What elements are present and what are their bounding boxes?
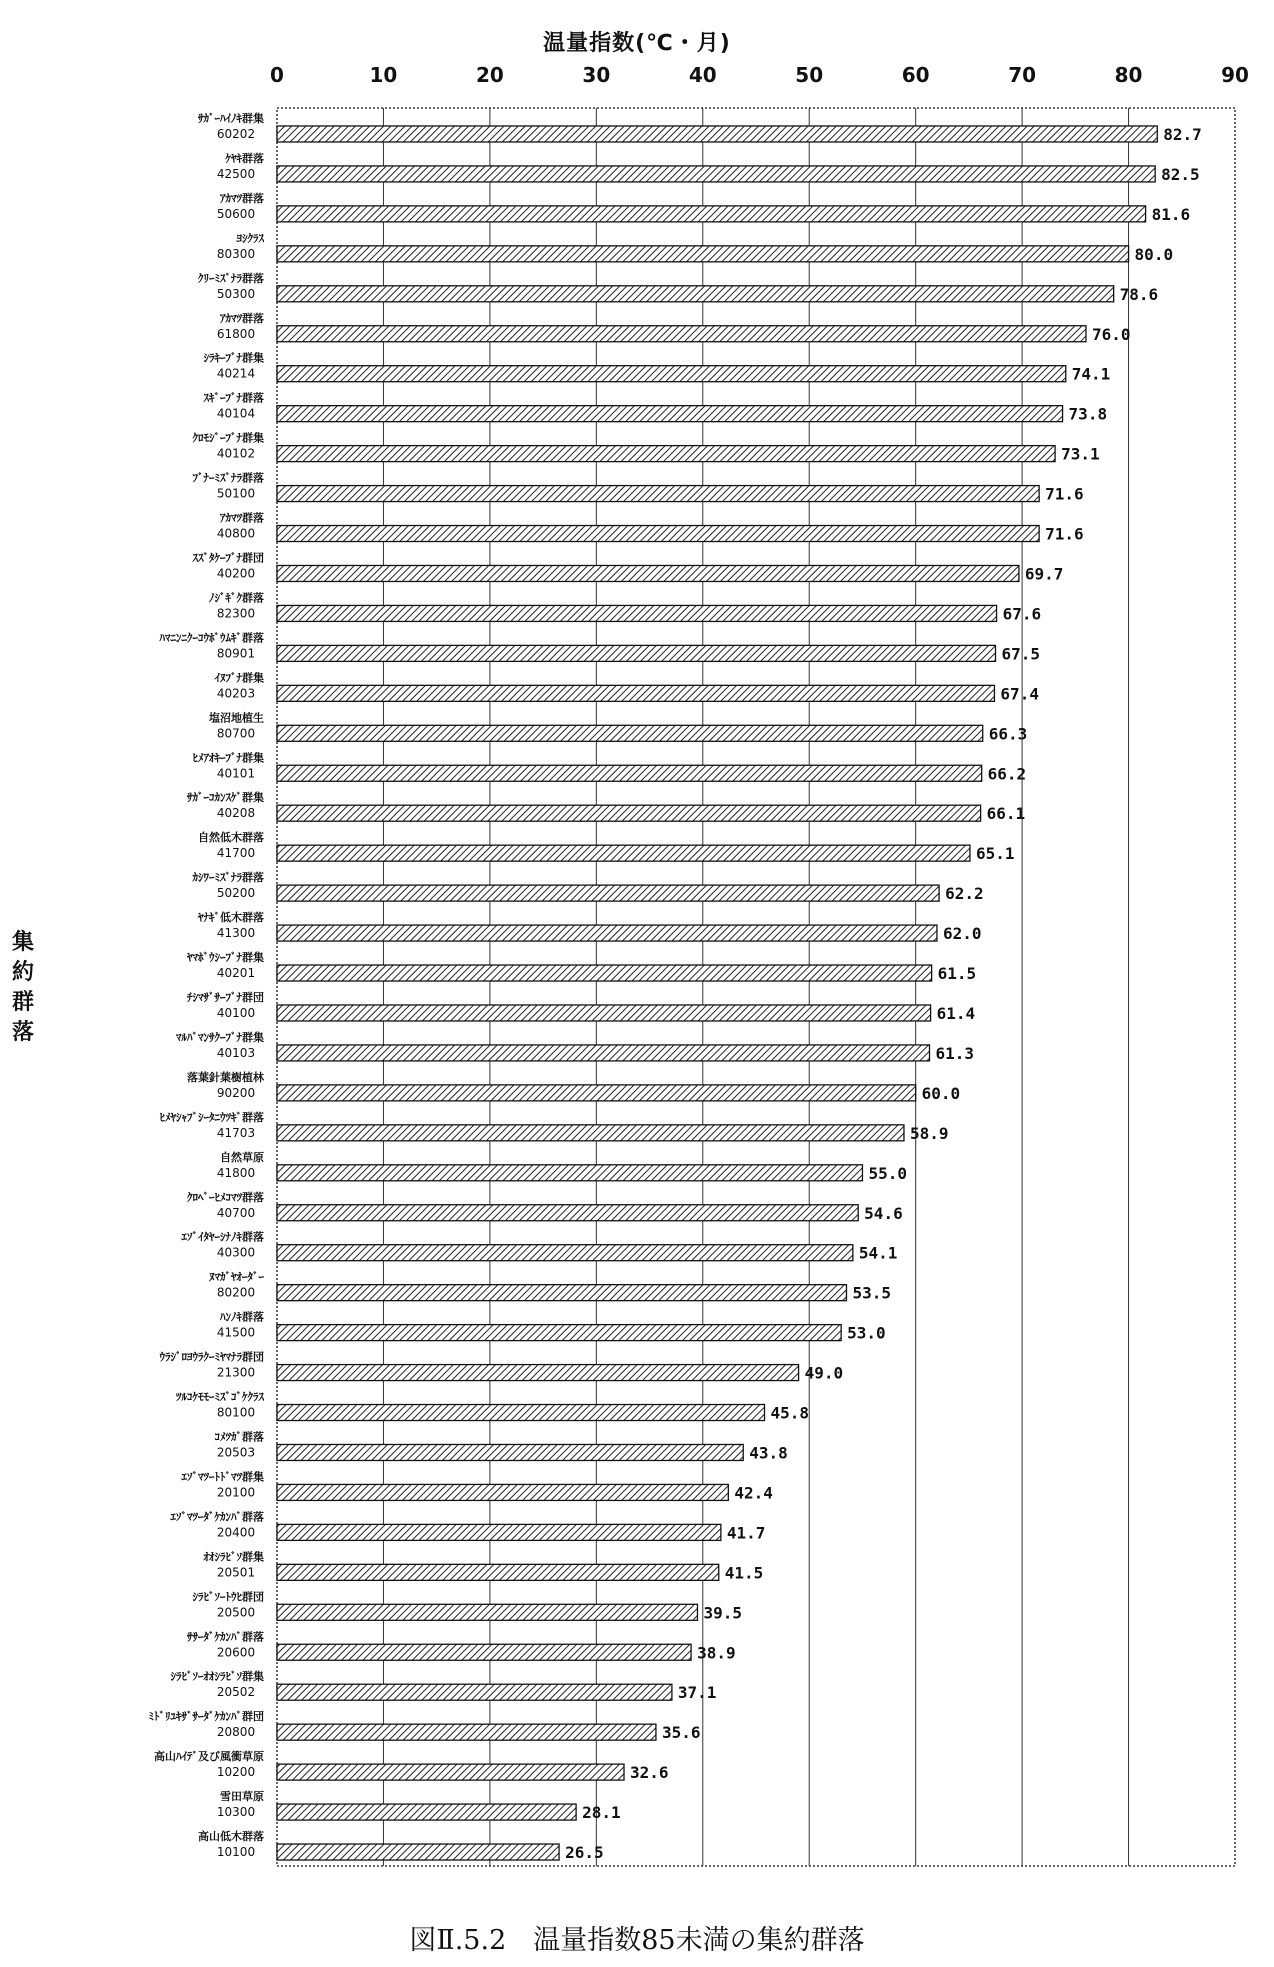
bar — [277, 885, 939, 901]
category-code-label: 20502 — [216, 1685, 256, 1700]
x-axis-title: 温量指数(℃・月) — [543, 31, 731, 56]
category-code-label: 41500 — [216, 1325, 256, 1340]
bar-value-label: 60.0 — [921, 1083, 961, 1103]
bar — [277, 1125, 904, 1141]
bar — [277, 645, 996, 661]
bar-value-label: 58.9 — [909, 1123, 949, 1143]
category-name-label: ｱｶﾏﾂ群落 — [220, 311, 264, 325]
bar — [277, 1484, 728, 1500]
bar — [277, 805, 981, 821]
bar-value-label: 43.8 — [749, 1443, 788, 1463]
category-name-label: ｵｵｼﾗﾋﾞｿ群集 — [203, 1550, 264, 1564]
category-code-label: 41703 — [216, 1125, 256, 1140]
bar — [277, 685, 994, 701]
bar — [277, 126, 1157, 142]
category-code-label: 61800 — [216, 326, 256, 341]
category-code-label: 40300 — [216, 1245, 256, 1260]
x-tick-label: 30 — [582, 63, 611, 87]
category-name-label: ｴｿﾞﾏﾂｰﾀﾞｹｶﾝﾊﾞ群落 — [170, 1510, 264, 1524]
category-name-label: 自然低木群落 — [198, 831, 264, 845]
category-code-label: 40201 — [216, 966, 256, 981]
bar — [277, 1444, 743, 1460]
bar — [277, 1724, 656, 1740]
bar-value-label: 61.3 — [935, 1043, 975, 1063]
bar — [277, 925, 937, 941]
bar-value-label: 62.0 — [942, 924, 982, 944]
category-name-label: ｸﾛﾓｼﾞｰﾌﾞﾅ群集 — [192, 431, 264, 445]
category-code-label: 20503 — [216, 1445, 256, 1460]
bar-value-label: 28.1 — [582, 1803, 621, 1823]
bar — [277, 446, 1055, 462]
bar — [277, 1604, 697, 1620]
x-tick-label: 0 — [270, 63, 284, 87]
category-code-label: 20500 — [216, 1605, 256, 1620]
bar-value-label: 41.7 — [726, 1523, 766, 1543]
category-code-label: 41300 — [216, 926, 256, 941]
category-code-label: 80901 — [216, 646, 256, 661]
category-code-label: 80300 — [216, 246, 256, 261]
category-code-label: 10300 — [216, 1805, 256, 1820]
bar — [277, 1804, 576, 1820]
category-name-label: ｲﾇﾌﾞﾅ群集 — [214, 671, 264, 685]
bar-value-label: 78.6 — [1119, 284, 1159, 304]
bar — [277, 1644, 691, 1660]
bar-value-label: 65.1 — [975, 844, 1015, 864]
bar-value-label: 71.6 — [1045, 524, 1084, 544]
x-tick-label: 50 — [795, 63, 824, 87]
category-name-label: ﾊﾏﾆﾝﾆｸｰｺｳﾎﾞｳﾑｷﾞ群落 — [159, 631, 264, 645]
x-tick-label: 40 — [688, 63, 717, 87]
bar — [277, 206, 1146, 222]
category-name-label: ｴｿﾞｲﾀﾔｰｼﾅﾉｷ群落 — [181, 1230, 264, 1244]
category-name-label: ｽｽﾞﾀｹｰﾌﾞﾅ群団 — [192, 551, 264, 565]
category-name-label: ﾋﾒﾔｼｬﾌﾞｼｰﾀﾆｳﾂｷﾞ群落 — [159, 1110, 264, 1124]
category-code-label: 10100 — [216, 1845, 256, 1860]
category-name-label: 高山低木群落 — [198, 1830, 264, 1844]
category-name-label: ｽｷﾞｰﾌﾞﾅ群落 — [203, 391, 264, 405]
bar-value-label: 67.6 — [1002, 604, 1042, 624]
category-code-label: 50300 — [216, 286, 256, 301]
bar-value-label: 32.6 — [630, 1763, 669, 1783]
bar — [277, 486, 1039, 502]
bar — [277, 1205, 858, 1221]
bar — [277, 1325, 841, 1341]
bar-value-label: 67.4 — [1000, 684, 1039, 704]
bar — [277, 526, 1039, 542]
category-name-label: ｸﾛﾍﾞｰﾋﾒｺﾏﾂ群落 — [187, 1190, 264, 1204]
category-code-label: 41700 — [216, 846, 256, 861]
bar — [277, 1844, 559, 1860]
category-code-label: 20800 — [216, 1725, 256, 1740]
bar — [277, 326, 1086, 342]
bar-value-label: 73.1 — [1061, 444, 1100, 464]
bar — [277, 1085, 916, 1101]
y-axis-title-char: 約 — [12, 960, 35, 985]
category-code-label: 40208 — [216, 806, 256, 821]
bar — [277, 1365, 799, 1381]
category-name-label: ｻｶﾞｰｺｶﾝｽｹﾞ群集 — [187, 791, 264, 805]
bar-value-label: 67.5 — [1001, 644, 1041, 664]
bar — [277, 965, 932, 981]
category-name-label: ｼﾗﾋﾞｿｰﾄｳﾋ群団 — [192, 1590, 264, 1604]
bar — [277, 1524, 721, 1540]
bar — [277, 1245, 853, 1261]
category-code-label: 80100 — [216, 1405, 256, 1420]
bar — [277, 1005, 931, 1021]
bar-value-label: 55.0 — [868, 1163, 907, 1183]
bar-value-label: 42.4 — [734, 1483, 773, 1503]
x-tick-label: 70 — [1008, 63, 1037, 87]
category-code-label: 80700 — [216, 726, 256, 741]
category-name-label: ｱｶﾏﾂ群落 — [220, 511, 264, 525]
bar — [277, 1564, 719, 1580]
bar-value-label: 66.1 — [986, 804, 1026, 824]
category-name-label: ｴｿﾞﾏﾂｰﾄﾄﾞﾏﾂ群集 — [181, 1470, 264, 1484]
category-code-label: 50600 — [216, 206, 256, 221]
bar-value-label: 61.5 — [937, 964, 977, 984]
x-tick-label: 90 — [1221, 63, 1249, 87]
category-name-label: ｱｶﾏﾂ群落 — [220, 191, 264, 205]
bar-value-label: 39.5 — [703, 1603, 742, 1623]
bar-value-label: 69.7 — [1024, 564, 1064, 584]
category-code-label: 10200 — [216, 1765, 256, 1780]
category-name-label: 雪田草原 — [220, 1790, 264, 1804]
bar-value-label: 35.6 — [661, 1723, 701, 1743]
category-code-label: 40800 — [216, 526, 256, 541]
bar-value-label: 37.1 — [677, 1683, 717, 1703]
bar-value-label: 71.6 — [1045, 484, 1084, 504]
category-code-label: 40102 — [216, 446, 256, 461]
y-axis-title-char: 落 — [12, 1020, 35, 1045]
bar — [277, 1045, 930, 1061]
category-name-label: 落葉針葉樹植林 — [187, 1070, 264, 1084]
category-code-label: 50100 — [216, 486, 256, 501]
category-name-label: ﾏﾙﾊﾞﾏﾝｻｸｰﾌﾞﾅ群集 — [176, 1030, 264, 1044]
category-name-label: ｹﾔｷ群落 — [225, 151, 264, 165]
category-name-label: ﾌﾞﾅｰﾐｽﾞﾅﾗ群落 — [192, 471, 264, 485]
figure-caption: 図Ⅱ.5.2 温量指数85未満の集約群落 — [409, 1925, 865, 1956]
bar-value-label: 54.6 — [864, 1203, 903, 1223]
bar-value-label: 74.1 — [1071, 364, 1111, 384]
category-name-label: ﾊﾝﾉｷ群落 — [220, 1310, 264, 1324]
category-code-label: 40103 — [216, 1045, 256, 1060]
category-name-label: ﾖｼｸﾗｽ — [236, 231, 264, 245]
category-code-label: 40214 — [216, 366, 256, 381]
bar-value-label: 45.8 — [770, 1403, 810, 1423]
category-name-label: 高山ﾊｲﾃﾞ及び風衝草原 — [154, 1750, 264, 1764]
category-code-label: 42500 — [216, 166, 256, 181]
bar-value-label: 66.2 — [987, 764, 1027, 784]
bar-value-label: 81.6 — [1151, 204, 1191, 224]
category-name-label: ｳﾗｼﾞﾛﾖｳﾗｸｰﾐﾔﾏﾅﾗ群団 — [159, 1350, 264, 1364]
bar-value-label: 53.5 — [852, 1283, 892, 1303]
category-name-label: 塩沼地植生 — [209, 711, 264, 725]
bar-value-label: 54.1 — [858, 1243, 898, 1263]
category-name-label: 自然草原 — [220, 1150, 264, 1164]
category-code-label: 60202 — [216, 126, 256, 141]
bar-value-label: 80.0 — [1134, 244, 1174, 264]
category-code-label: 40104 — [216, 406, 256, 421]
category-code-label: 40100 — [216, 1005, 256, 1020]
bar — [277, 406, 1063, 422]
x-tick-label: 60 — [901, 63, 930, 87]
bar-value-label: 61.4 — [936, 1003, 976, 1023]
category-code-label: 20100 — [216, 1485, 256, 1500]
y-axis-title-char: 群 — [12, 990, 35, 1015]
bar-value-label: 41.5 — [724, 1563, 764, 1583]
category-code-label: 82300 — [216, 606, 256, 621]
category-code-label: 80200 — [216, 1285, 256, 1300]
bar — [277, 366, 1066, 382]
bar-value-label: 82.5 — [1161, 164, 1200, 184]
bar — [277, 1684, 672, 1700]
category-name-label: ﾁｼﾏｻﾞｻｰﾌﾞﾅ群団 — [187, 990, 264, 1004]
category-name-label: ｸﾘｰﾐｽﾞﾅﾗ群落 — [198, 271, 264, 285]
category-code-label: 40101 — [216, 766, 256, 781]
bar — [277, 1285, 846, 1301]
category-code-label: 40700 — [216, 1205, 256, 1220]
category-name-label: ﾉｼﾞｷﾞｸ群落 — [209, 591, 264, 605]
category-name-label: ﾋﾒｱｵｷｰﾌﾞﾅ群集 — [192, 751, 264, 765]
bar-value-label: 76.0 — [1091, 324, 1131, 344]
bar — [277, 1165, 862, 1181]
category-code-label: 21300 — [216, 1365, 256, 1380]
category-code-label: 20501 — [216, 1565, 256, 1580]
category-name-label: ﾔﾏﾎﾞｳｼｰﾌﾞﾅ群集 — [187, 951, 264, 965]
bar — [277, 166, 1155, 182]
bar — [277, 565, 1019, 581]
category-code-label: 50200 — [216, 886, 256, 901]
bar-value-label: 53.0 — [847, 1323, 886, 1343]
bar — [277, 1764, 624, 1780]
bar-value-label: 66.3 — [988, 724, 1028, 744]
bar — [277, 286, 1114, 302]
x-tick-label: 80 — [1114, 63, 1143, 87]
category-name-label: ｼﾗﾋﾞｿｰｵｵｼﾗﾋﾞｿ群集 — [170, 1670, 264, 1684]
category-name-label: ﾂﾙｺｹﾓﾓｰﾐｽﾞｺﾞｹｸﾗｽ — [176, 1390, 264, 1404]
bar — [277, 845, 970, 861]
category-name-label: ﾐﾄﾞﾘﾕｷｻﾞｻｰﾀﾞｹｶﾝﾊﾞ群団 — [148, 1710, 264, 1724]
category-name-label: ﾔﾅｷﾞ低木群落 — [198, 911, 264, 925]
bar — [277, 246, 1129, 262]
bar — [277, 765, 982, 781]
category-code-label: 40200 — [216, 566, 256, 581]
category-name-label: ｶｼﾜｰﾐｽﾞﾅﾗ群落 — [192, 871, 264, 885]
bar — [277, 1405, 765, 1421]
category-code-label: 20400 — [216, 1525, 256, 1540]
category-name-label: ｻｶﾞｰﾊｲﾉｷ群集 — [198, 111, 264, 125]
x-tick-label: 10 — [369, 63, 398, 87]
category-code-label: 20600 — [216, 1645, 256, 1660]
category-name-label: ｺﾒﾂｶﾞ群落 — [214, 1430, 264, 1444]
category-code-label: 40203 — [216, 686, 256, 701]
category-name-label: ﾇﾏｶﾞﾔｵｰﾀﾞｰ — [209, 1270, 264, 1284]
category-code-label: 41800 — [216, 1165, 256, 1180]
category-name-label: ｼﾗｷｰﾌﾞﾅ群集 — [203, 351, 264, 365]
bar — [277, 725, 983, 741]
bar-value-label: 49.0 — [804, 1363, 844, 1383]
bar-value-label: 38.9 — [697, 1643, 736, 1663]
x-tick-label: 20 — [475, 63, 504, 87]
category-code-label: 90200 — [216, 1085, 256, 1100]
bar-value-label: 62.2 — [945, 884, 984, 904]
bar-value-label: 82.7 — [1163, 124, 1202, 144]
bar-value-label: 73.8 — [1068, 404, 1108, 424]
bar-value-label: 26.5 — [565, 1843, 604, 1863]
bar — [277, 605, 997, 621]
y-axis-title-char: 集 — [12, 930, 35, 955]
category-name-label: ｻｻｰﾀﾞｹｶﾝﾊﾞ群落 — [187, 1630, 264, 1644]
